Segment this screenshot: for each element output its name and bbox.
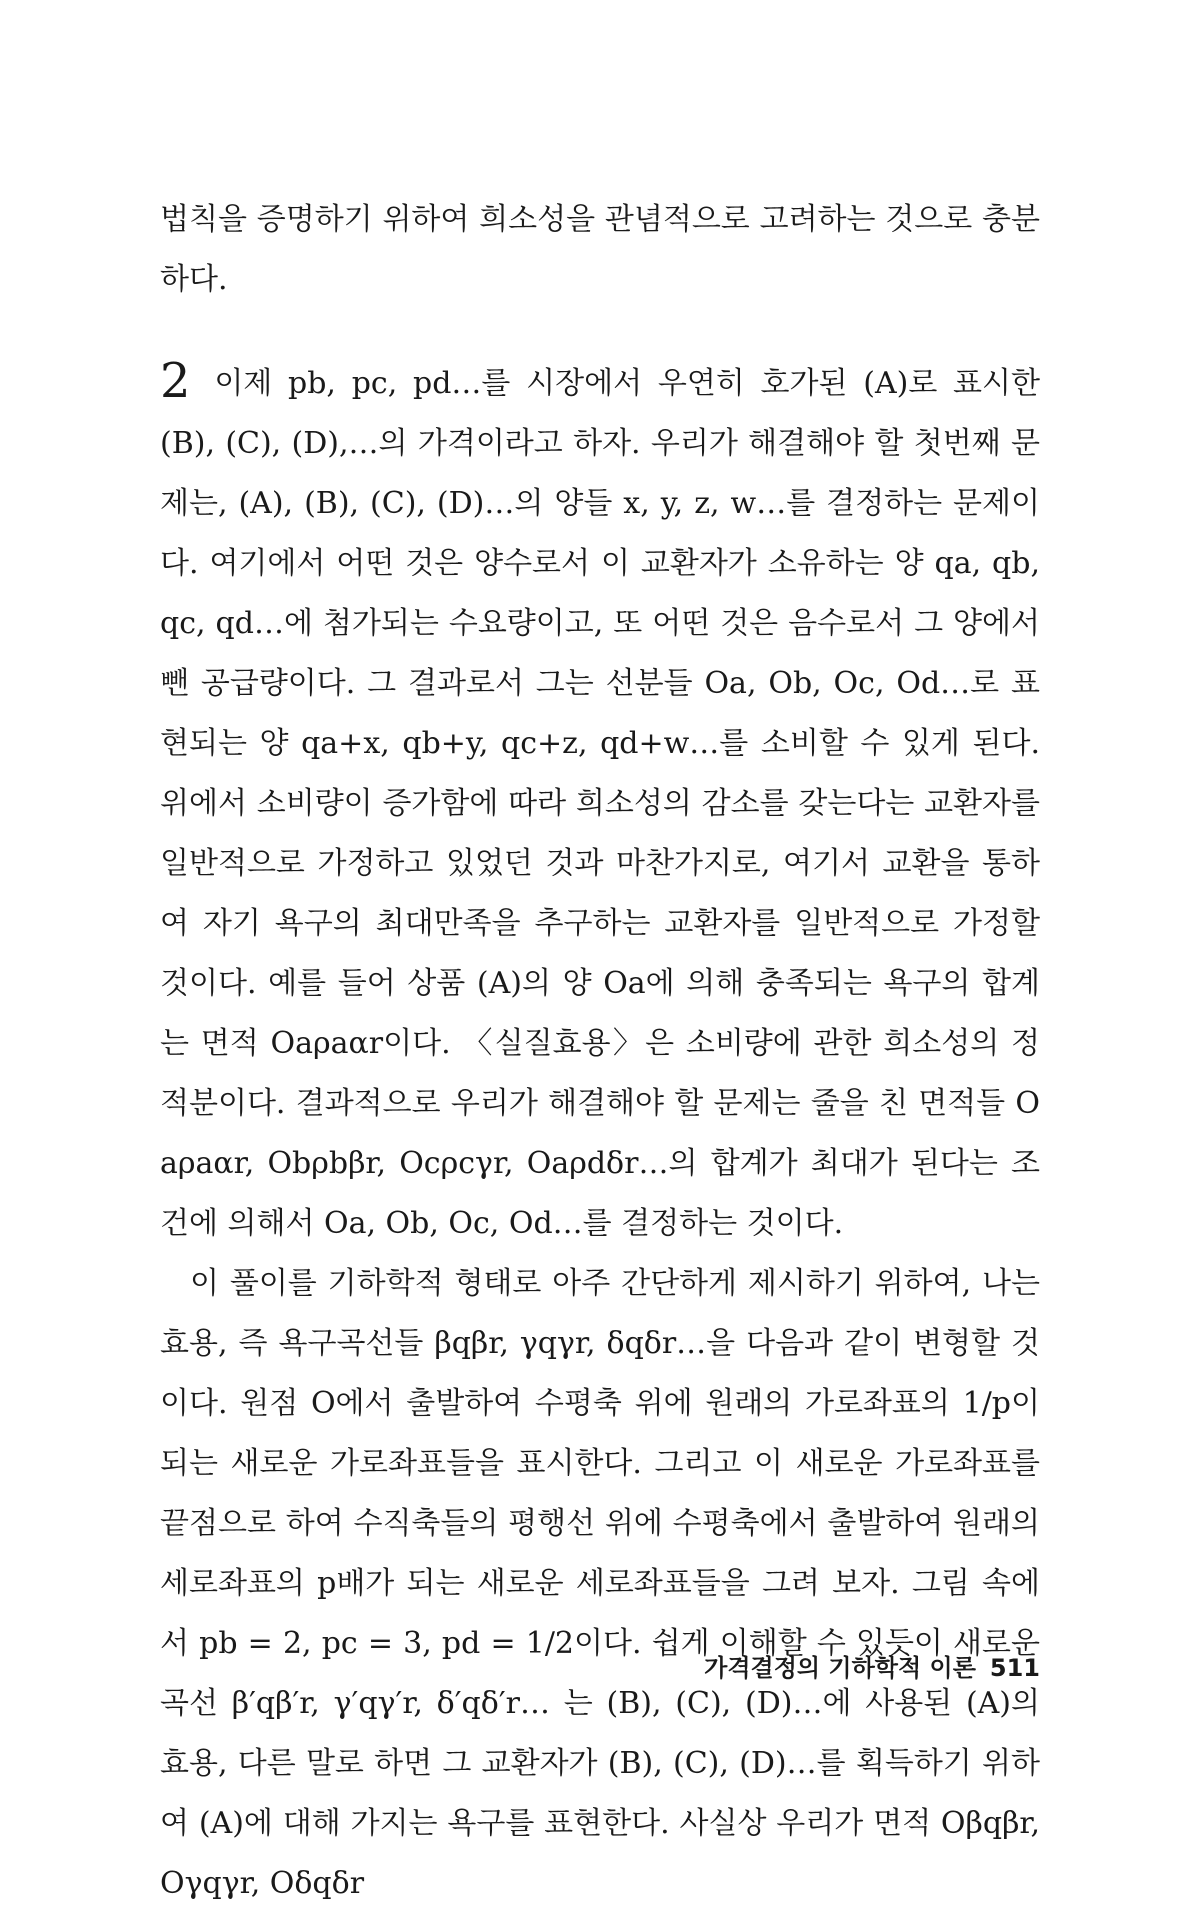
paragraph-continuation: 법칙을 증명하기 위하여 희소성을 관념적으로 고려하는 것으로 충분하다. [160, 202, 1040, 297]
page-number: 511 [989, 1654, 1040, 1682]
running-title: 가격결정의 기하학적 이론 [704, 1654, 976, 1682]
section-number: 2 [160, 353, 191, 409]
section-2-paragraph [160, 354, 1040, 1254]
geometric-solution-paragraph: 이 풀이를 기하학적 형태로 아주 간단하게 제시하기 위하여, 나는 효용, 즉 욕구곡선들 βqβr, γqγr, δqδr…을 다음과 같이 변형할 것이다. 원점 O에서 출발하여 수평축 위에 원래의 가로좌표의 1/p이 되는 새로운 가로좌표들을 표시한다. 그리고 이 새로운 가로좌표를 끝점으로 하여 수직축들의 평행선 위에 수평축에서 출발하여 원래의 세로좌표의 p배가 되는 새로운 세로좌표들을 그려 보자. 그림 속에서 pb = 2, pc = 3, pd = 1/2이다. 쉽게 이해할 수 있듯이 새로운 곡선 β′qβ′r, γ′qγ′r, δ′qδ′r… 는 (B), (C), (D)…에 사용된 (A)의 효용, 다른 말로 하면 그 교환자가 (B), (C), (D)…를 획득하기 위하여 (A)에 대해 가지는 욕구를 표현한다. 사실상 우리가 면적 Oβqβr, Oγqγr, Oδqδr [160, 1266, 1040, 1901]
page-footer [704, 1648, 1040, 1683]
section-2-text: 이제 pb, pc, pd…를 시장에서 우연히 호가된 (A)로 표시한 (B), (C), (D),…의 가격이라고 하자. 우리가 해결해야 할 첫번째 문제는, (A), (B), (C), (D)…의 양들 x, y, z, w…를 결정하는 문제이다. 여기에서 어떤 것은 양수로서 이 교환자가 소유하는 양 qa, qb, qc, qd…에 첨가되는 수요량이고, 또 어떤 것은 음수로서 그 양에서 뺀 공급량이다. 그 결과로서 그는 선분들 Oa, Ob, Oc, Od…로 표현되는 양 qa+x, qb+y, qc+z, qd+w…를 소비할 수 있게 된다. 위에서 소비량이 증가함에 따라 희소성의 감소를 갖는다는 교환자를 일반적으로 가정하고 있었던 것과 마찬가지로, 여기서 교환을 통하여 자기 욕구의 최대만족을 추구하는 교환자를 일반적으로 가정할 것이다. 예를 들어 상품 (A)의 양 Oa에 의해 충족되는 욕구의 합계는 면적 Oaρaαr이다. 〈실질효용〉은 소비량에 관한 희소성의 정적분이다. 결과적으로 우리가 해결해야 할 문제는 줄을 친 면적들 Oaρaαr, Obρbβr, Ocρcγr, Oaρdδr…의 합계가 최대가 된다는 조건에 의해서 Oa, Ob, Oc, Od…를 결정하는 것이다. [160, 366, 1040, 1241]
